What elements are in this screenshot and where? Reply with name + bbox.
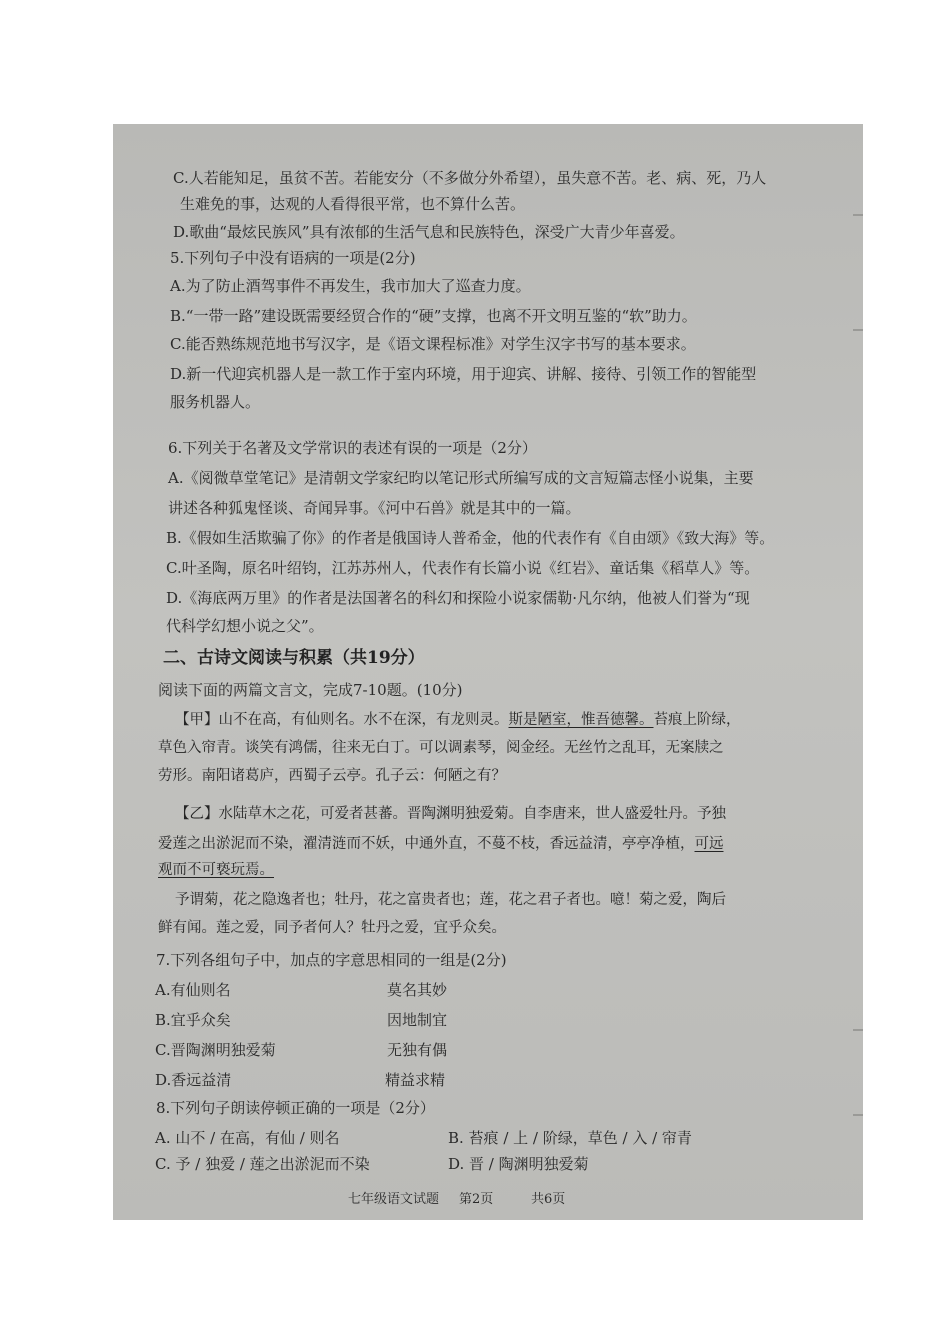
option-4c-line1: C.人若能知足，虽贫不苦。若能安分（不多做分外希望），虽失意不苦。老、病、死，乃人 (173, 169, 767, 187)
edge-mark (853, 1114, 863, 1116)
option-5a: A.为了防止酒驾事件不再发生，我市加大了巡查力度。 (170, 277, 531, 295)
reading-intro: 阅读下面的两篇文言文，完成7-10题。(10分) (158, 681, 463, 699)
edge-mark (853, 1029, 863, 1031)
passage-yi-line2 (158, 834, 724, 854)
option-8c: C. 予 / 独爱 / 莲之出淤泥而不染 (155, 1155, 370, 1173)
option-7d-right: 精益求精 (385, 1071, 446, 1089)
option-6a-line1: A.《阅微草堂笔记》是清朝文学家纪昀以笔记形式所编写成的文言短篇志怪小说集，主要 (168, 469, 754, 487)
passage-jia-line1-a: 【甲】山不在高，有仙则名。水不在深，有龙则灵。 (175, 712, 509, 728)
option-8b: B. 苔痕 / 上 / 阶绿，草色 / 入 / 帘青 (448, 1129, 692, 1147)
option-7a-left: A.有仙则名 (155, 981, 231, 999)
passage-jia-line3: 劳形。南阳诸葛庐，西蜀子云亭。孔子云：何陋之有？ (158, 768, 506, 784)
option-5c: C.能否熟练规范地书写汉字，是《语文课程标准》对学生汉字书写的基本要求。 (170, 335, 696, 353)
option-5b: B.“一带一路”建设既需要经贸合作的“硬”支撑，也离不开文明互鉴的“软”助力。 (170, 307, 697, 325)
passage-yi-line3 (158, 860, 274, 880)
footer-page-number: 第2页 (459, 1192, 494, 1207)
question-8: 8.下列句子朗读停顿正确的一项是（2分） (156, 1099, 435, 1117)
option-7c-left: C.晋陶渊明独爱菊 (155, 1041, 276, 1059)
passage-jia-line2: 草色入帘青。谈笑有鸿儒，往来无白丁。可以调素琴，阅金经。无丝竹之乱耳，无案牍之 (158, 740, 724, 756)
footer-total-pages: 共6页 (531, 1192, 566, 1207)
option-6d-line2: 代科学幻想小说之父”。 (166, 617, 324, 635)
option-5d-line1: D.新一代迎宾机器人是一款工作于室内环境，用于迎宾、讲解、接待、引领工作的智能型 (170, 365, 757, 383)
option-6d-line1: D.《海底两万里》的作者是法国著名的科幻和探险小说家儒勒·凡尔纳，他被人们誉为“现 (166, 589, 750, 607)
option-7a-right: 莫名其妙 (387, 981, 448, 999)
question-5: 5.下列句子中没有语病的一项是(2分) (170, 249, 416, 267)
option-7b-right: 因地制宜 (387, 1011, 448, 1029)
question-7: 7.下列各组句子中，加点的字意思相同的一组是(2分) (156, 951, 507, 969)
option-4c-line2: 生难免的事，达观的人看得很平常，也不算什么苦。 (180, 195, 526, 213)
option-7b-left: B.宜乎众矣 (155, 1011, 231, 1029)
option-5d-line2: 服务机器人。 (170, 393, 261, 411)
passage-yi-line5: 鲜有闻。莲之爱，同予者何人？牡丹之爱，宜乎众矣。 (158, 920, 506, 936)
section-2-heading: 二、古诗文阅读与积累（共19分） (163, 648, 425, 668)
option-8a: A. 山不 / 在高，有仙 / 则名 (155, 1129, 340, 1147)
option-8d: D. 晋 / 陶渊明独爱菊 (448, 1155, 589, 1173)
passage-yi-line1: 【乙】水陆草木之花，可爱者甚蕃。晋陶渊明独爱菊。自李唐来，世人盛爱牡丹。予独 (175, 806, 726, 822)
passage-jia-line1 (175, 710, 741, 730)
passage-jia-underlined: 斯是陋室，惟吾德馨。 (508, 712, 654, 728)
passage-yi-underlined-b: 观而不可亵玩焉。 (158, 862, 274, 878)
passage-yi-underlined-a: 可远 (694, 836, 724, 852)
exam-page-photo (113, 124, 863, 1220)
passage-jia-line1-b: 苔痕上阶绿， (653, 712, 741, 728)
option-7d-left: D.香远益清 (155, 1071, 232, 1089)
option-7c-right: 无独有偶 (387, 1041, 448, 1059)
option-6a-line2: 讲述各种狐鬼怪谈、奇闻异事。《河中石兽》就是其中的一篇。 (168, 499, 581, 517)
passage-yi-line4: 予谓菊，花之隐逸者也；牡丹，花之富贵者也；莲，花之君子者也。噫！菊之爱，陶后 (175, 892, 726, 908)
option-6b: B.《假如生活欺骗了你》的作者是俄国诗人普希金，他的代表作有《自由颂》《致大海》等。 (166, 529, 775, 547)
question-6: 6.下列关于名著及文学常识的表述有误的一项是（2分） (168, 439, 537, 457)
footer-exam-title: 七年级语文试题 (348, 1192, 440, 1207)
option-4d: D.歌曲“最炫民族风”具有浓郁的生活气息和民族特色，深受广大青少年喜爱。 (173, 223, 685, 241)
edge-mark (853, 214, 863, 216)
edge-mark (853, 329, 863, 331)
option-6c: C.叶圣陶，原名叶绍钧，江苏苏州人，代表作有长篇小说《红岩》、童话集《稻草人》等。 (166, 559, 760, 577)
passage-yi-line2-a: 爱莲之出淤泥而不染，濯清涟而不妖，中通外直，不蔓不枝，香远益清，亭亭净植， (158, 836, 695, 852)
